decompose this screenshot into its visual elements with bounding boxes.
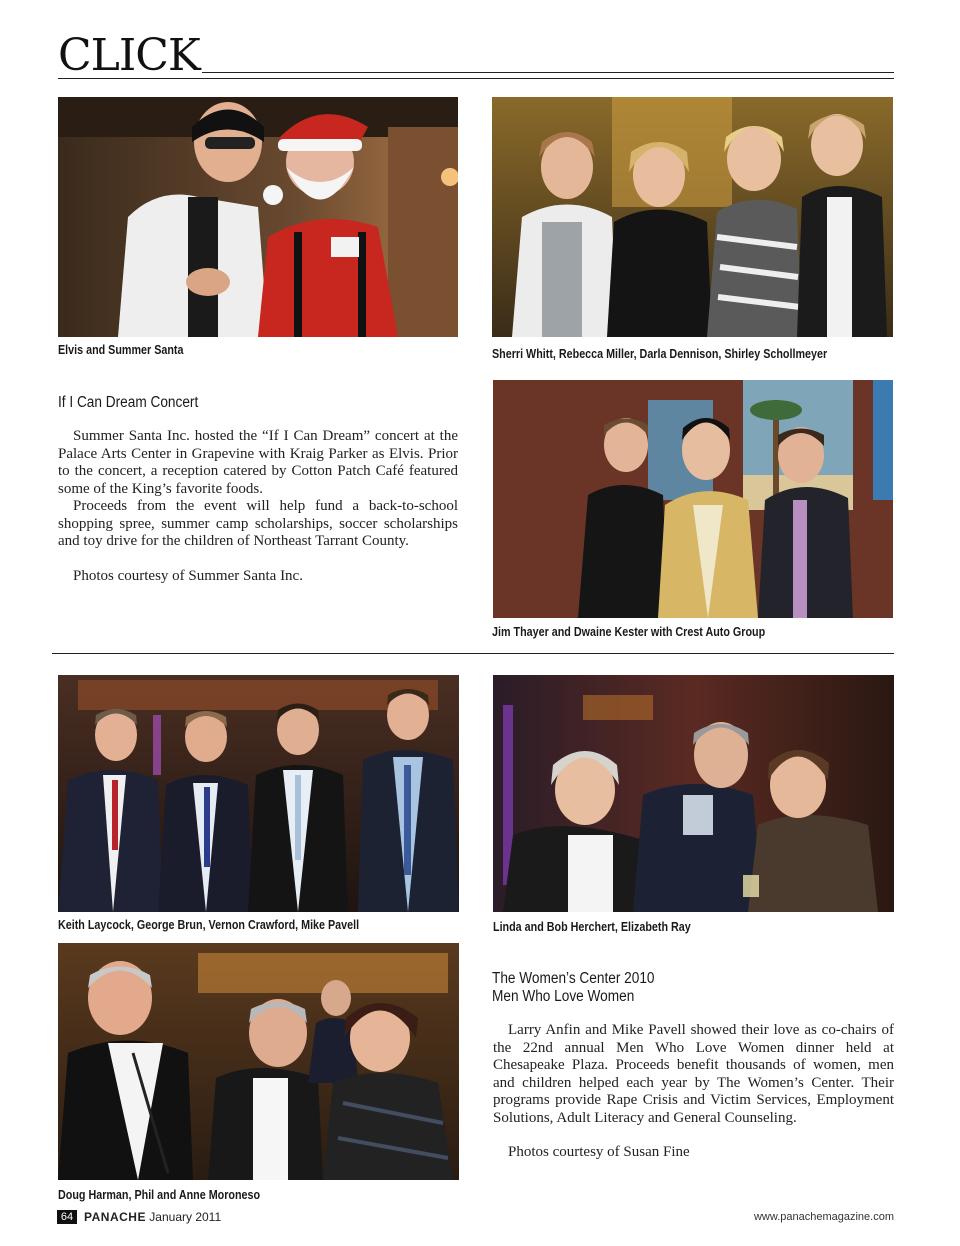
issue-date: January 2011	[149, 1210, 222, 1224]
photo-caption: Doug Harman, Phil and Anne Moroneso	[58, 1188, 261, 1202]
photo-caption: Linda and Bob Herchert, Elizabeth Ray	[493, 920, 691, 934]
photo-elvis-cutout	[493, 380, 893, 618]
page-number: 64	[57, 1210, 77, 1224]
photo-credit: Photos courtesy of Summer Santa Inc.	[73, 567, 303, 584]
photo-caption: Jim Thayer and Dwaine Kester with Crest Auto Group	[492, 625, 766, 639]
photo-caption: Sherri Whitt, Rebecca Miller, Darla Dennison, Shirley Schollmeyer	[492, 347, 828, 361]
photo-credit: Photos courtesy of Susan Fine	[508, 1144, 690, 1160]
article-paragraph: Proceeds from the event will help fund a back-to-school shopping spree, summer camp scholarships, soccer scholarships and toy drive for the children of Northeast Tarrant County.	[58, 498, 458, 549]
footer-brand	[84, 1210, 221, 1224]
article-heading	[492, 970, 655, 1006]
article-paragraph: Larry Anfin and Mike Pavell showed their love as co-chairs of the 22nd annual Men Who Love Women dinner held at Chesapeake Plaza. Proceeds benefit thousands of women, men and children helped each year by The Women’s Center. Their programs provide Rape Crisis and Victim Services, Employment Solutions, Adult Literacy and General Counseling.	[493, 1022, 894, 1126]
magazine-name: PANACHE	[84, 1210, 146, 1224]
photo-caption: Elvis and Summer Santa	[58, 343, 184, 357]
article-body	[493, 1022, 894, 1162]
masthead-rule	[202, 72, 894, 73]
article-body	[58, 428, 458, 585]
photo-elvis-and-santa	[58, 97, 458, 337]
article-heading-line: Men Who Love Women	[492, 988, 635, 1005]
article-heading: If I Can Dream Concert	[58, 394, 199, 411]
article-paragraph: Summer Santa Inc. hosted the “If I Can Dream” concert at the Palace Arts Center in Grapevine with Kraig Parker as Elvis. Prior to the concert, a reception catered by Cotton Patch Café featured some of the King’s favorite foods.	[58, 428, 458, 497]
article-heading-line: The Women’s Center 2010	[492, 970, 655, 987]
photo-caption: Keith Laycock, George Brun, Vernon Crawford, Mike Pavell	[58, 918, 360, 932]
section-divider	[52, 653, 894, 654]
masthead-rule-lower	[58, 78, 894, 79]
website-link[interactable]: www.panachemagazine.com	[753, 1211, 894, 1223]
photo-four-men	[58, 675, 459, 912]
photo-four-women	[492, 97, 893, 337]
photo-harman-moroneso	[58, 943, 459, 1180]
section-title: CLICK	[58, 30, 200, 81]
photo-herchert-ray	[493, 675, 894, 912]
